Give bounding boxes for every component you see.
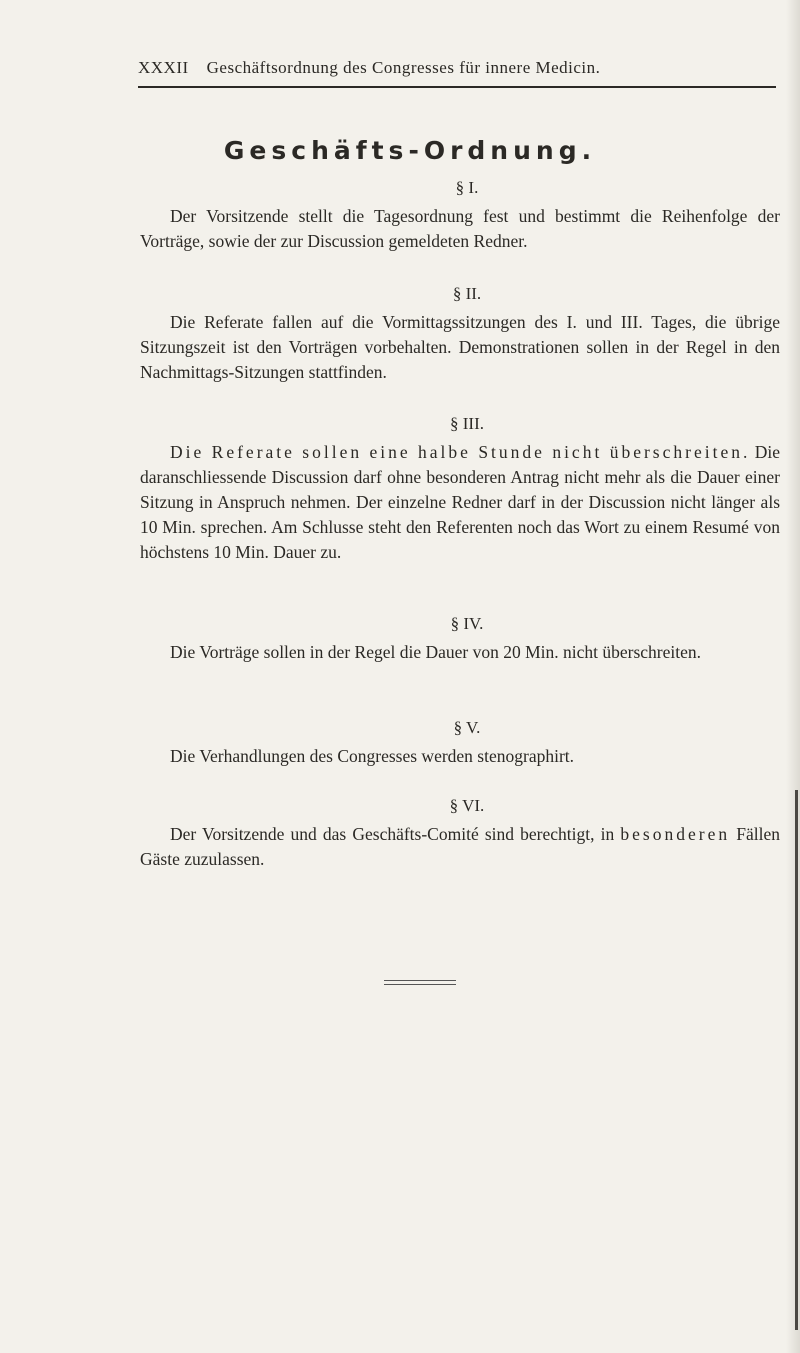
section-heading: § III. [450, 414, 484, 433]
section-text [140, 822, 780, 872]
section-2 [140, 284, 780, 385]
emphasized-text: besonderen [620, 824, 731, 844]
section-text [140, 440, 780, 565]
section-4 [140, 614, 780, 665]
section-heading: § V. [453, 718, 481, 737]
section-text-start: Der Vorsitzende und das Geschäfts-Comité sind berechtigt, in [170, 824, 615, 844]
section-text: Der Vorsitzende stellt die Tagesordnung fest und bestimmt die Reihenfolge der Vorträge, sowie der zur Discussion gemeldeten Redner. [140, 206, 780, 251]
section-6 [140, 796, 780, 872]
page-title: Geschäfts-Ordnung. [223, 136, 597, 165]
section-text: Die Verhandlungen des Congresses werden stenographirt. [170, 746, 575, 766]
section-3 [140, 414, 780, 565]
closing-rule [384, 980, 456, 981]
section-text-rest: Die daranschliessende Discussion darf ohne besonderen Antrag nicht mehr als die Dauer einer Sitzung in Anspruch nehmen. Der einzelne Redner darf in der Discussion nicht länger als 10 Min. sprechen. Am Schlusse steht den Referenten noch das Wort zu einem Resumé von höchstens 10 Min. Dauer zu. [140, 442, 781, 562]
closing-rule [384, 984, 456, 985]
page-edge-line [795, 790, 798, 1330]
header-rule [138, 86, 776, 88]
running-title: Geschäftsordnung des Congresses für innere Medicin. [206, 58, 601, 77]
emphasized-text: Die Referate sollen eine halbe Stunde nicht überschreiten. [170, 442, 751, 462]
section-heading: § IV. [450, 614, 484, 633]
section-text-end: Fällen Gäste zuzulassen. [140, 824, 780, 869]
section-5 [140, 718, 780, 769]
running-header [138, 58, 776, 78]
section-heading: § II. [452, 284, 482, 303]
section-text: Die Referate fallen auf die Vormittagssitzungen des I. und III. Tages, die übrige Sitzungszeit ist den Vorträgen vorbehalten. Demonstrationen sollen in der Regel in den Nachmittags-Sitzungen stattfinden. [140, 312, 780, 382]
section-heading: § I. [455, 178, 479, 197]
section-heading: § VI. [449, 796, 485, 815]
page-number: XXXII [138, 58, 189, 77]
section-text: Die Vorträge sollen in der Regel die Dauer von 20 Min. nicht überschreiten. [170, 642, 702, 662]
section-1 [140, 178, 780, 254]
